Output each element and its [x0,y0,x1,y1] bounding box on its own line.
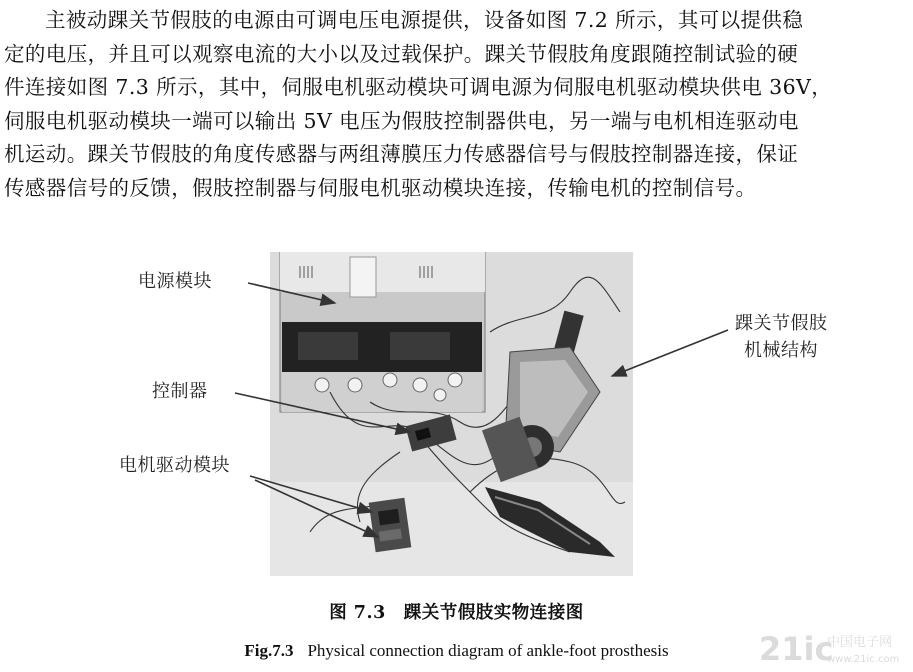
paragraph-line: 定的电压，并且可以观察电流的大小以及过载保护。踝关节假肢角度跟随控制试验的硬 [4,41,799,66]
label-motor-driver: 电机驱动模块 [119,455,230,476]
figure-number-en: Fig.7.3 [244,641,294,660]
label-controller: 控制器 [152,381,208,402]
power-supply-unit [280,252,485,412]
paragraph-line: 件连接如图 7.3 所示，其中，伺服电机驱动模块可调电源为伺服电机驱动模块供电 36V， [4,75,833,99]
label-ankle-line1: 踝关节假肢 [735,313,828,334]
paragraph-line: 传感器信号的反馈，假肢控制器与伺服电机驱动模块连接，传输电机的控制信号。 [4,175,757,200]
body-paragraph [4,4,909,205]
paragraph-line: 伺服电机驱动模块一端可以输出 5V 电压为假肢控制器供电，另一端与电机相连驱动电 [4,108,799,133]
prosthesis-photo [270,252,633,576]
paragraph-line: 主被动踝关节假肢的电源由可调电压电源提供，设备如图 7.2 所示，其可以提供稳 [45,8,804,32]
motor-driver-board [369,498,412,553]
figure-caption-cn: 图 7.3 踝关节假肢实物连接图 [329,603,584,623]
label-ankle-line2: 机械结构 [744,340,818,361]
figure-title-en: Physical connection diagram of ankle-foot prosthesis [307,641,669,660]
watermark-url: www.21ic.com [827,654,900,665]
paragraph-line: 机运动。踝关节假肢的角度传感器与两组薄膜压力传感器信号与假肢控制器连接，保证 [4,142,799,166]
site-watermark [757,628,907,668]
label-power-module: 电源模块 [138,271,212,292]
watermark-logo: 21ic [759,630,834,668]
watermark-site-cn: 中国电子网 [827,635,893,650]
